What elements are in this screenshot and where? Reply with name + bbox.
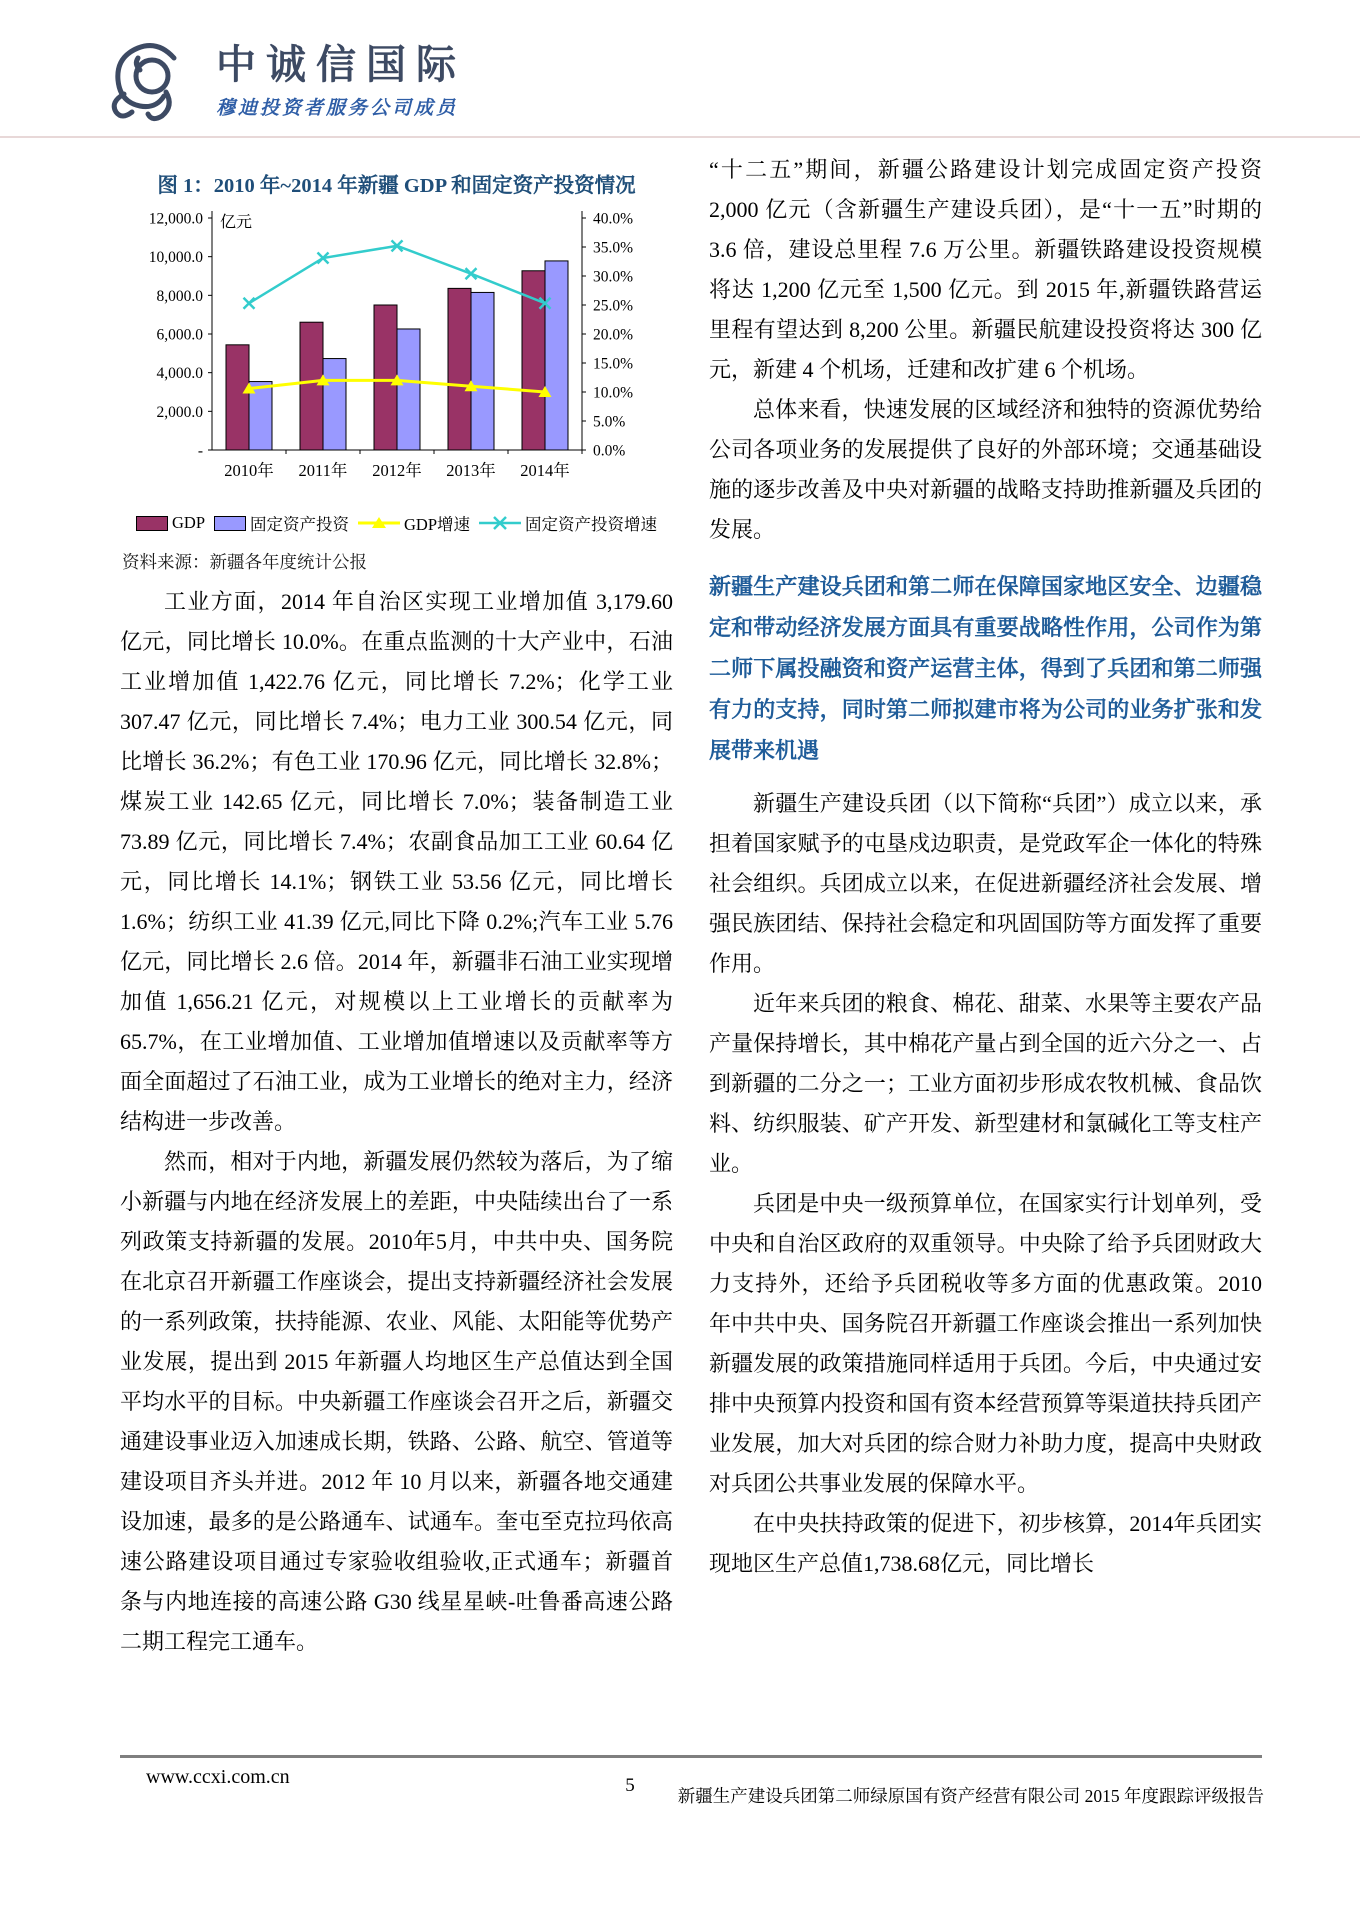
legend-bar-swatch bbox=[214, 516, 246, 531]
svg-text:2010年: 2010年 bbox=[224, 461, 274, 480]
left-column bbox=[120, 150, 673, 1662]
page-content bbox=[120, 150, 1262, 1662]
svg-text:2011年: 2011年 bbox=[298, 461, 348, 480]
legend-line-swatch bbox=[479, 515, 521, 531]
header bbox=[104, 36, 466, 122]
elephant-logo-icon bbox=[104, 36, 208, 122]
svg-text:亿元: 亿元 bbox=[220, 214, 253, 231]
paragraph: 在中央扶持政策的促进下，初步核算，2014年兵团实现地区生产总值1,738.68亿元，同比增长 bbox=[709, 1511, 1262, 1576]
svg-text:2014年: 2014年 bbox=[520, 461, 570, 480]
paragraph: 新疆生产建设兵团（以下简称“兵团”）成立以来，承担着国家赋予的屯垦戍边职责，是党政军企一体化的特殊社会组织。兵团成立以来，在促进新疆经济社会发展、增强民族团结、保持社会稳定和巩固国防等方面发挥了重要作用。 bbox=[709, 791, 1262, 976]
header-divider bbox=[0, 136, 1360, 138]
chart-legend bbox=[120, 511, 673, 535]
legend-label: 固定资产投资 bbox=[250, 515, 349, 534]
brand-subtitle: 穆迪投资者服务公司成员 bbox=[216, 98, 459, 119]
legend-label: GDP增速 bbox=[404, 515, 471, 534]
figure-source: 资料来源：新疆各年度统计公报 bbox=[122, 552, 367, 572]
svg-text:35.0%: 35.0% bbox=[593, 239, 634, 257]
footer-website: www.ccxi.com.cn bbox=[146, 1766, 290, 1788]
svg-text:20.0%: 20.0% bbox=[593, 326, 634, 344]
section-heading: 新疆生产建设兵团和第二师在保障国家地区安全、边疆稳定和带动经济发展方面具有重要战略性作用，公司作为第二师下属投融资和资产运营主体，得到了兵团和第二师强有力的支持，同时第二师拟建市将为公司的业务扩张和发展带来机遇 bbox=[709, 574, 1262, 763]
legend-item bbox=[358, 511, 470, 535]
legend-label: 固定资产投资增速 bbox=[525, 515, 658, 534]
footer-divider bbox=[120, 1755, 1262, 1758]
page-number: 5 bbox=[625, 1775, 635, 1796]
paragraph: 然而，相对于内地，新疆发展仍然较为落后，为了缩小新疆与内地在经济发展上的差距，中央陆续出台了一系列政策支持新疆的发展。2010年5月，中共中央、国务院在北京召开新疆工作座谈会，提出支持新疆经济社会发展的一系列政策，扶持能源、农业、风能、太阳能等优势产业发展，提出到 2015 年新疆人均地区生产总值达到全国平均水平的目标。中央新疆工作座谈会召开之后，新疆交通建设事业迈入加速成长期，铁路、公路、航空、管道等建设项目齐头并进。2012 年 10 月以来，新疆各地交通建设加速，最多的是公路通车、试通车。奎屯至克拉玛依高速公路建设项目通过专家验收组验收,正式通车；新疆首条与内地连接的高速公路 G30 线星星峡-吐鲁番高速公路二期工程完工通车。 bbox=[120, 1149, 673, 1654]
footer-report-title: 新疆生产建设兵团第二师绿原国有资产经营有限公司 2015 年度跟踪评级报告 bbox=[677, 1786, 1264, 1806]
svg-text:30.0%: 30.0% bbox=[593, 268, 634, 286]
gdp-investment-chart bbox=[120, 204, 673, 504]
svg-text:15.0%: 15.0% bbox=[593, 355, 634, 373]
brand-block bbox=[216, 36, 466, 120]
svg-text:40.0%: 40.0% bbox=[593, 210, 634, 228]
legend-bar-swatch bbox=[136, 516, 168, 531]
legend-label: GDP bbox=[171, 513, 205, 532]
svg-text:12,000.0: 12,000.0 bbox=[148, 210, 203, 228]
figure-title: 图 1：2010 年~2014 年新疆 GDP 和固定资产投资情况 bbox=[157, 175, 636, 197]
paragraph: 总体来看，快速发展的区域经济和独特的资源优势给公司各项业务的发展提供了良好的外部环境；交通基础设施的逐步改善及中央对新疆的战略支持助推新疆及兵团的发展。 bbox=[709, 397, 1262, 542]
legend-item bbox=[136, 513, 205, 533]
svg-text:2012年: 2012年 bbox=[372, 461, 422, 480]
legend-item bbox=[479, 511, 657, 535]
svg-text:10.0%: 10.0% bbox=[593, 384, 634, 402]
legend-item bbox=[214, 511, 349, 535]
svg-text:5.0%: 5.0% bbox=[593, 413, 626, 431]
chart bbox=[120, 204, 673, 509]
paragraph: 兵团是中央一级预算单位，在国家实行计划单列，受中央和自治区政府的双重领导。中央除了给予兵团财政大力支持外，还给予兵团税收等多方面的优惠政策。2010 年中共中央、国务院召开新疆工作座谈会推出一系列加快新疆发展的政策措施同样适用于兵团。今后，中央通过安排中央预算内投资和国有资本经营预算等渠道扶持兵团产业发展，加大对兵团的综合财力补助力度，提高中央财政对兵团公共事业发展的保障水平。 bbox=[709, 1191, 1262, 1496]
svg-text:-: - bbox=[197, 442, 203, 460]
right-column bbox=[709, 150, 1262, 1662]
svg-text:8,000.0: 8,000.0 bbox=[156, 287, 203, 305]
svg-text:2013年: 2013年 bbox=[446, 461, 496, 480]
svg-text:25.0%: 25.0% bbox=[593, 297, 634, 315]
svg-text:0.0%: 0.0% bbox=[593, 442, 626, 460]
svg-text:4,000.0: 4,000.0 bbox=[156, 365, 203, 383]
paragraph: 工业方面，2014 年自治区实现工业增加值 3,179.60 亿元，同比增长 10.0%。在重点监测的十大产业中，石油工业增加值 1,422.76 亿元，同比增长 7.2%；化学工业 307.47 亿元，同比增长 7.4%；电力工业 300.54 亿元，同比增长 36.2%；有色工业 170.96 亿元，同比增长 32.8%；煤炭工业 142.65 亿元，同比增长 7.0%；装备制造工业 73.89 亿元，同比增长 7.4%；农副食品加工工业 60.64 亿元，同比增长 14.1%；钢铁工业 53.56 亿元，同比增长 1.6%；纺织工业 41.39 亿元,同比下降 0.2%;汽车工业 5.76 亿元，同比增长 2.6 倍。2014 年，新疆非石油工业实现增加值 1,656.21 亿元，对规模以上工业增长的贡献率为 65.7%，在工业增加值、工业增加值增速以及贡献率等方面全面超过了石油工业，成为工业增长的绝对主力，经济结构进一步改善。 bbox=[120, 589, 673, 1134]
svg-text:2,000.0: 2,000.0 bbox=[156, 403, 203, 421]
paragraph: “十二五”期间，新疆公路建设计划完成固定资产投资 2,000 亿元（含新疆生产建设兵团），是“十一五”时期的 3.6 倍，建设总里程 7.6 万公里。新疆铁路建设投资规模将达 1,200 亿元至 1,500 亿元。到 2015 年,新疆铁路营运里程有望达到 8,200 公里。新疆民航建设投资将达 300 亿元，新建 4 个机场，迁建和改扩建 6 个机场。 bbox=[709, 157, 1262, 382]
svg-text:10,000.0: 10,000.0 bbox=[148, 249, 203, 267]
svg-text:6,000.0: 6,000.0 bbox=[156, 326, 203, 344]
legend-line-swatch bbox=[358, 515, 400, 531]
paragraph: 近年来兵团的粮食、棉花、甜菜、水果等主要农产品产量保持增长，其中棉花产量占到全国的近六分之一、占到新疆的二分之一；工业方面初步形成农牧机械、食品饮料、纺织服装、矿产开发、新型建材和氯碱化工等支柱产业。 bbox=[709, 991, 1262, 1176]
brand-name: 中诚信国际 bbox=[216, 42, 466, 87]
